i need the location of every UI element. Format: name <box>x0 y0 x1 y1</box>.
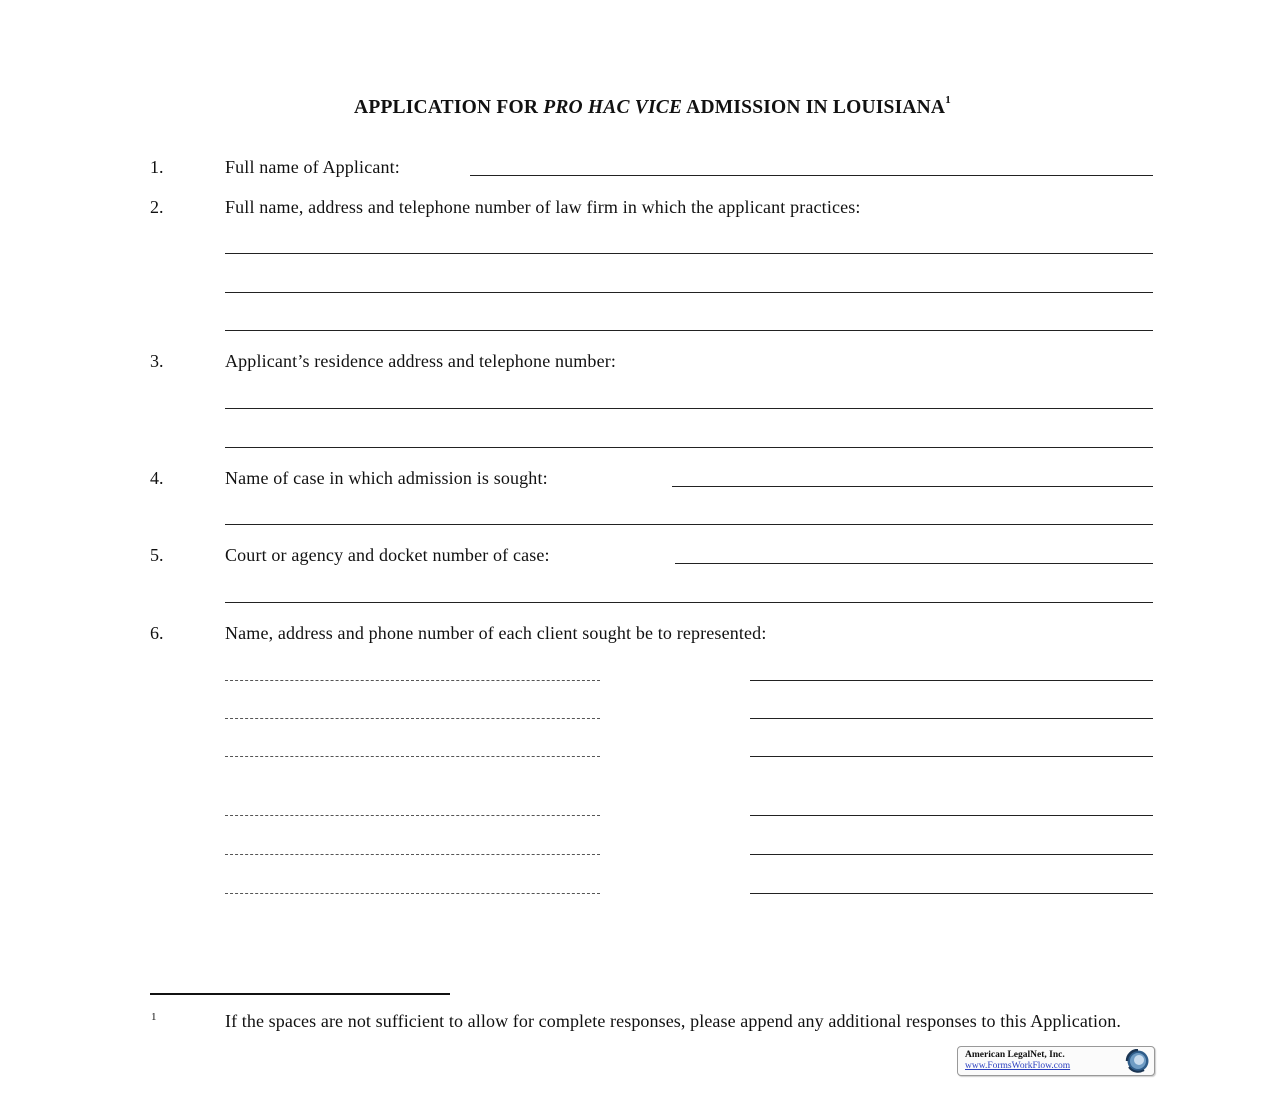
client-right-field-3[interactable] <box>752 736 1152 756</box>
item-4-label: Name of case in which admission is sought: <box>225 468 548 488</box>
client-right-field-4[interactable] <box>752 795 1152 815</box>
globe-logo-icon <box>1124 1049 1150 1073</box>
item-6-number: 6. <box>150 623 164 643</box>
client-left-field-4[interactable] <box>227 795 599 815</box>
badge-url-link[interactable]: www.FormsWorkFlow.com <box>965 1061 1071 1071</box>
residence-field-1[interactable] <box>227 388 1151 408</box>
case-name-field-1[interactable] <box>674 466 1152 486</box>
law-firm-line-1 <box>225 253 1153 254</box>
client-left-line-1 <box>225 680 600 681</box>
title-italic: PRO HAC VICE <box>543 97 683 118</box>
client-right-field-2[interactable] <box>752 698 1152 718</box>
client-left-field-5[interactable] <box>227 834 599 854</box>
title-part-2: ADMISSION IN LOUISIANA <box>682 97 946 118</box>
law-firm-line-2 <box>225 292 1153 293</box>
client-left-line-6 <box>225 893 600 894</box>
item-5-label: Court or agency and docket number of case: <box>225 545 550 565</box>
item-1-label: Full name of Applicant: <box>225 157 400 177</box>
residence-line-2 <box>225 447 1153 448</box>
law-firm-field-3[interactable] <box>227 310 1151 330</box>
residence-line-1 <box>225 408 1153 409</box>
footnote-text: If the spaces are not sufficient to allow for complete responses, please append any additional responses to this Application. <box>225 1011 1121 1031</box>
court-docket-field-2[interactable] <box>227 582 1151 602</box>
law-firm-field-2[interactable] <box>227 272 1151 292</box>
american-legalnet-badge[interactable] <box>957 1046 1155 1076</box>
case-name-line-2 <box>225 524 1153 525</box>
court-docket-line-1 <box>675 563 1153 564</box>
case-name-field-2[interactable] <box>227 504 1151 524</box>
residence-field-2[interactable] <box>227 427 1151 447</box>
law-firm-line-3 <box>225 330 1153 331</box>
client-right-field-5[interactable] <box>752 834 1152 854</box>
item-5-number: 5. <box>150 545 164 565</box>
item-1-number: 1. <box>150 157 164 177</box>
client-left-line-3 <box>225 756 600 757</box>
title-part-1: APPLICATION FOR <box>354 97 544 118</box>
applicant-name-field[interactable] <box>472 155 1152 175</box>
client-right-field-6[interactable] <box>752 873 1152 893</box>
case-name-line-1 <box>672 486 1153 487</box>
client-left-field-1[interactable] <box>227 660 599 680</box>
client-left-line-5 <box>225 854 600 855</box>
law-firm-field-1[interactable] <box>227 233 1151 253</box>
client-left-field-3[interactable] <box>227 736 599 756</box>
client-right-line-2 <box>750 718 1153 719</box>
client-left-line-2 <box>225 718 600 719</box>
client-right-line-4 <box>750 815 1153 816</box>
client-right-line-1 <box>750 680 1153 681</box>
title-footnote-ref: 1 <box>945 94 951 106</box>
applicant-name-line <box>470 175 1153 176</box>
client-right-line-5 <box>750 854 1153 855</box>
badge-company: American LegalNet, Inc. <box>965 1050 1065 1060</box>
footnote-divider <box>150 993 450 995</box>
item-6-label: Name, address and phone number of each client sought be to represented: <box>225 623 767 643</box>
client-right-line-6 <box>750 893 1153 894</box>
item-2-label: Full name, address and telephone number of law firm in which the applicant practices: <box>225 197 861 217</box>
court-docket-line-2 <box>225 602 1153 603</box>
client-left-field-6[interactable] <box>227 873 599 893</box>
client-left-line-4 <box>225 815 600 816</box>
item-4-number: 4. <box>150 468 164 488</box>
client-left-field-2[interactable] <box>227 698 599 718</box>
item-2-number: 2. <box>150 197 164 217</box>
item-3-number: 3. <box>150 351 164 371</box>
client-right-line-3 <box>750 756 1153 757</box>
client-right-field-1[interactable] <box>752 660 1152 680</box>
item-3-label: Applicant’s residence address and telephone number: <box>225 351 617 371</box>
court-docket-field-1[interactable] <box>677 543 1152 563</box>
page-title <box>0 94 1275 119</box>
footnote-mark: 1 <box>151 1011 157 1023</box>
